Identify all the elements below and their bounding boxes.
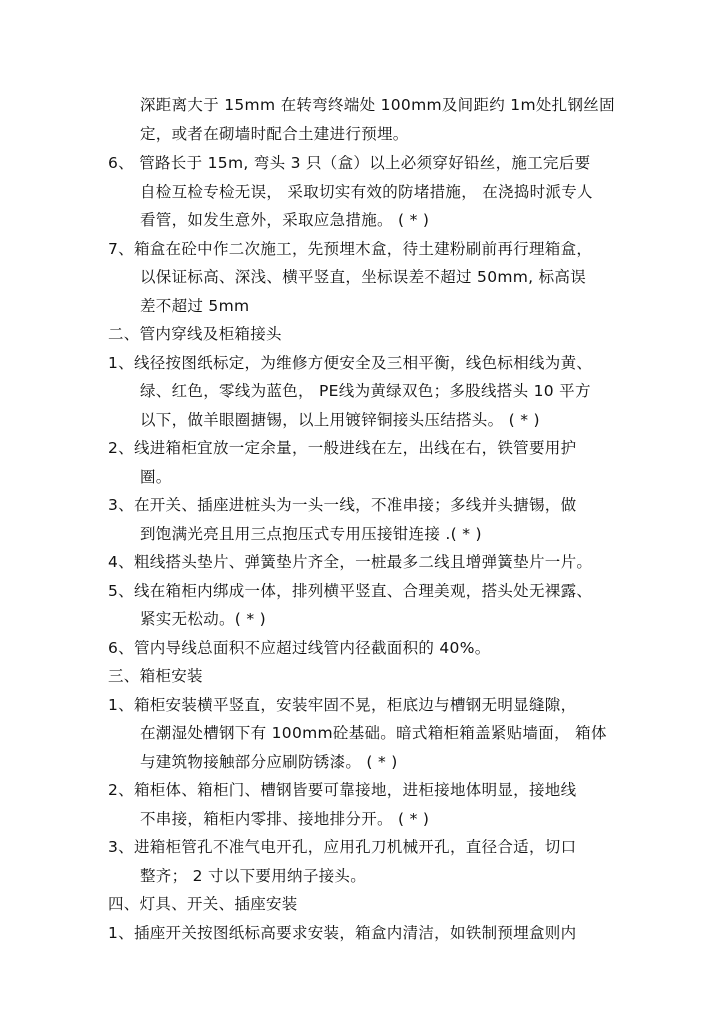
list-item-2: 2、线进箱柜宜放一定余量，一般进线在左，出线在右，铁管要用护 <box>108 439 577 457</box>
list-item-6: 6、 管路长于 15m, 弯头 3 只（盒）以上必须穿好铅丝，施工完后要 <box>108 154 591 172</box>
text-line: 深距离大于 15mm 在转弯终端处 100mm及间距约 1m处扎钢丝固 <box>140 96 615 114</box>
list-item-3b: 3、进箱柜管孔不准气电开孔，应用孔刀机械开孔，直径合适，切口 <box>108 838 577 856</box>
text-line: 不串接，箱柜内零排、接地排分开。 ( * ) <box>140 810 430 828</box>
list-item-4: 4、粗线搭头垫片、弹簧垫片齐全，一桩最多二线且增弹簧垫片一片。 <box>108 553 593 571</box>
text-line: 以下，做羊眼圈搪锡，以上用镀锌铜接头压结搭头。 ( * ) <box>140 411 540 429</box>
text-line: 以保证标高、深浅、横平竖直，坐标误差不超过 50mm, 标高误 <box>140 268 587 286</box>
text-line: 差不超过 5mm <box>140 297 250 315</box>
section-heading-2: 二、管内穿线及柜箱接头 <box>108 325 282 343</box>
text-line: 自检互检专检无误， 采取切实有效的防堵措施， 在浇捣时派专人 <box>140 183 593 201</box>
text-line: 看管，如发生意外，采取应急措施。 ( * ) <box>140 211 430 229</box>
text-line: 整齐； 2 寸以下要用纳子接头。 <box>140 867 367 885</box>
list-item-5: 5、线在箱柜内绑成一体，排列横平竖直、合理美观，搭头处无裸露、 <box>108 582 593 600</box>
text-line: 到饱满光亮且用三点抱压式专用压接钳连接 .( * ) <box>140 525 482 543</box>
text-line: 绿、红色，零线为蓝色， PE线为黄绿双色；多股线搭头 10 平方 <box>140 382 591 400</box>
list-item-1: 1、线径按图纸标定，为维修方便安全及三相平衡，线色标相线为黄、 <box>108 354 593 372</box>
text-line: 定，或者在砌墙时配合土建进行预埋。 <box>140 125 409 143</box>
list-item-7: 7、箱盒在砼中作二次施工，先预埋木盒，待土建粉刷前再行理箱盒， <box>108 240 593 258</box>
text-line: 圈。 <box>140 468 172 486</box>
text-line: 紧实无松动。( * ) <box>140 610 266 628</box>
list-item-2b: 2、箱柜体、箱柜门、槽钢皆要可靠接地，进柜接地体明显，接地线 <box>108 781 577 799</box>
section-heading-3: 三、箱柜安装 <box>108 667 203 685</box>
list-item-3: 3、在开关、插座进桩头为一头一线，不准串接；多线并头搪锡，做 <box>108 496 577 514</box>
section-heading-4: 四、灯具、开关、插座安装 <box>108 895 298 913</box>
text-line: 与建筑物接触部分应刷防锈漆。 ( * ) <box>140 753 398 771</box>
list-item-1c: 1、插座开关按图纸标高要求安装，箱盒内清洁，如铁制预埋盒则内 <box>108 924 577 942</box>
text-line: 在潮湿处槽钢下有 100mm砼基础。暗式箱柜箱盖紧贴墙面， 箱体 <box>140 724 607 742</box>
list-item-1b: 1、箱柜安装横平竖直，安装牢固不晃，柜底边与槽钢无明显缝隙， <box>108 696 577 714</box>
list-item-6b: 6、管内导线总面积不应超过线管内径截面积的 40%。 <box>108 639 491 657</box>
